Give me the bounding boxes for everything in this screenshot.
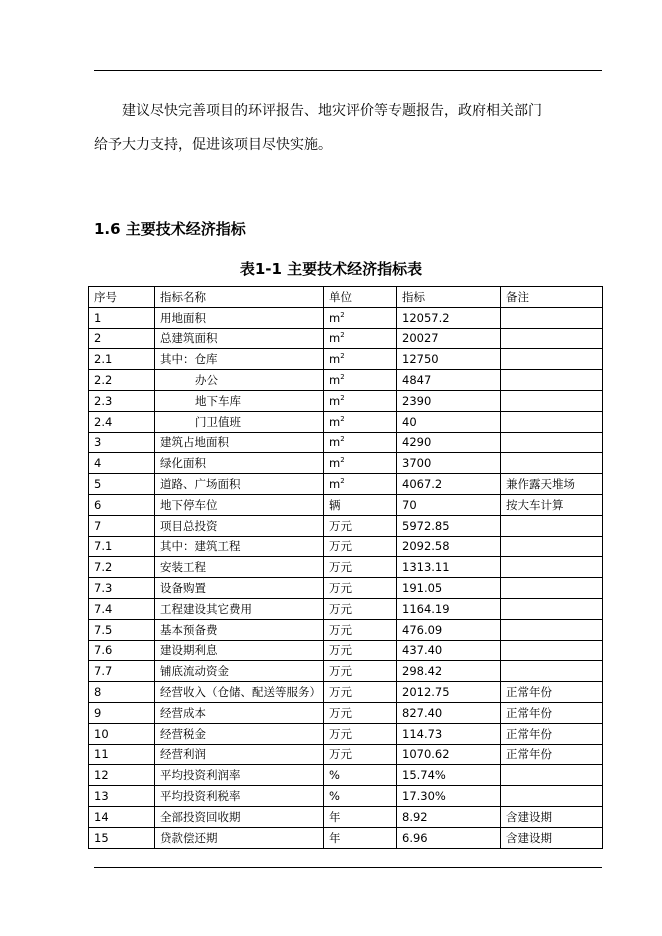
row-value: 8.92 — [397, 806, 501, 827]
row-no: 2 — [89, 328, 155, 349]
table-row — [89, 744, 603, 765]
indicator-table — [88, 286, 603, 849]
superscript: 2 — [340, 331, 345, 340]
row-name: 用地面积 — [155, 307, 324, 328]
row-no: 9 — [89, 702, 155, 723]
row-name: 经营收入（仓储、配送等服务） — [155, 682, 324, 703]
row-name: 平均投资利润率 — [155, 765, 324, 786]
row-value: 2092.58 — [397, 536, 501, 557]
row-no: 7.5 — [89, 619, 155, 640]
row-name: 其中：建筑工程 — [155, 536, 324, 557]
row-unit: 万元 — [324, 598, 397, 619]
row-unit: 万元 — [324, 557, 397, 578]
row-value: 476.09 — [397, 619, 501, 640]
row-no: 7.3 — [89, 578, 155, 599]
row-no: 15 — [89, 827, 155, 848]
row-name: 安装工程 — [155, 557, 324, 578]
row-unit: 辆 — [324, 494, 397, 515]
row-no: 4 — [89, 453, 155, 474]
row-no: 11 — [89, 744, 155, 765]
row-name: 全部投资回收期 — [155, 806, 324, 827]
row-note — [501, 349, 603, 370]
row-value: 15.74% — [397, 765, 501, 786]
row-no: 10 — [89, 723, 155, 744]
row-unit: $m^2$ — [324, 390, 397, 411]
row-unit: $m^2$ — [324, 453, 397, 474]
row-note: 正常年份 — [501, 682, 603, 703]
row-no: 7 — [89, 515, 155, 536]
table-row — [89, 786, 603, 807]
table-row — [89, 765, 603, 786]
row-name: 其中：仓库 — [155, 349, 324, 370]
table-row — [89, 702, 603, 723]
superscript: 2 — [340, 352, 345, 361]
row-unit: $m^2$ — [324, 474, 397, 495]
row-value: 827.40 — [397, 702, 501, 723]
row-name: 道路、广场面积 — [155, 474, 324, 495]
table-row — [89, 536, 603, 557]
row-no: 2.1 — [89, 349, 155, 370]
row-value: 2390 — [397, 390, 501, 411]
row-note — [501, 557, 603, 578]
header-no: 序号 — [89, 287, 155, 308]
row-value: 12750 — [397, 349, 501, 370]
row-unit: $m^2$ — [324, 328, 397, 349]
row-note: 按大车计算 — [501, 494, 603, 515]
row-name: 经营税金 — [155, 723, 324, 744]
table-row — [89, 411, 603, 432]
table-row — [89, 682, 603, 703]
row-value: 12057.2 — [397, 307, 501, 328]
paragraph-line-1: 建议尽快完善项目的环评报告、地灾评价等专题报告，政府相关部门 — [122, 103, 542, 119]
row-unit: $m^2$ — [324, 349, 397, 370]
row-note — [501, 578, 603, 599]
table-row — [89, 494, 603, 515]
row-note — [501, 328, 603, 349]
row-unit: 万元 — [324, 702, 397, 723]
row-note: 正常年份 — [501, 723, 603, 744]
table-row — [89, 390, 603, 411]
row-value: 4847 — [397, 370, 501, 391]
row-note — [501, 640, 603, 661]
table-header-row — [89, 287, 603, 308]
row-value: 20027 — [397, 328, 501, 349]
row-note — [501, 765, 603, 786]
table-row — [89, 453, 603, 474]
row-unit: 万元 — [324, 536, 397, 557]
header-value: 指标 — [397, 287, 501, 308]
row-no: 7.6 — [89, 640, 155, 661]
row-unit: $m^2$ — [324, 370, 397, 391]
row-no: 12 — [89, 765, 155, 786]
table-row — [89, 515, 603, 536]
superscript: 2 — [340, 394, 345, 403]
row-no: 2.4 — [89, 411, 155, 432]
superscript: 2 — [340, 477, 345, 486]
table-row — [89, 640, 603, 661]
row-note — [501, 536, 603, 557]
table-row — [89, 307, 603, 328]
row-no: 5 — [89, 474, 155, 495]
row-unit: 年 — [324, 806, 397, 827]
row-note — [501, 453, 603, 474]
superscript: 2 — [340, 414, 345, 423]
row-note: 正常年份 — [501, 702, 603, 723]
body-paragraph — [94, 94, 602, 162]
row-name: 项目总投资 — [155, 515, 324, 536]
table-row — [89, 723, 603, 744]
row-name: 门卫值班 — [155, 411, 324, 432]
superscript: 2 — [340, 456, 345, 465]
row-no: 13 — [89, 786, 155, 807]
row-no: 14 — [89, 806, 155, 827]
row-value: 191.05 — [397, 578, 501, 599]
row-note — [501, 515, 603, 536]
row-name: 地下车库 — [155, 390, 324, 411]
row-value: 114.73 — [397, 723, 501, 744]
header-rule — [94, 70, 602, 71]
row-value: 298.42 — [397, 661, 501, 682]
footer-rule — [94, 867, 602, 868]
table-row — [89, 349, 603, 370]
table-row — [89, 661, 603, 682]
row-note — [501, 390, 603, 411]
row-value: 4067.2 — [397, 474, 501, 495]
row-no: 1 — [89, 307, 155, 328]
table-row — [89, 328, 603, 349]
row-unit: % — [324, 786, 397, 807]
row-name: 设备购置 — [155, 578, 324, 599]
row-name: 办公 — [155, 370, 324, 391]
row-value: 3700 — [397, 453, 501, 474]
superscript: 2 — [340, 310, 345, 319]
table-row — [89, 432, 603, 453]
row-unit: $m^2$ — [324, 411, 397, 432]
row-unit: $m^2$ — [324, 432, 397, 453]
row-name: 工程建设其它费用 — [155, 598, 324, 619]
row-name: 建筑占地面积 — [155, 432, 324, 453]
row-note: 含建设期 — [501, 806, 603, 827]
row-unit: $m^2$ — [324, 307, 397, 328]
row-value: 17.30% — [397, 786, 501, 807]
table-caption: 表1-1 主要技术经济指标表 — [239, 260, 423, 278]
row-no: 2.3 — [89, 390, 155, 411]
row-note — [501, 411, 603, 432]
row-name: 总建筑面积 — [155, 328, 324, 349]
header-note: 备注 — [501, 287, 603, 308]
row-no: 3 — [89, 432, 155, 453]
row-note: 含建设期 — [501, 827, 603, 848]
row-name: 地下停车位 — [155, 494, 324, 515]
row-value: 70 — [397, 494, 501, 515]
row-value: 437.40 — [397, 640, 501, 661]
paragraph-line-2: 给予大力支持，促进该项目尽快实施。 — [94, 137, 332, 153]
table-row — [89, 578, 603, 599]
row-note — [501, 598, 603, 619]
row-note — [501, 661, 603, 682]
table-row — [89, 806, 603, 827]
row-no: 6 — [89, 494, 155, 515]
row-no: 7.2 — [89, 557, 155, 578]
row-no: 7.7 — [89, 661, 155, 682]
row-name: 绿化面积 — [155, 453, 324, 474]
row-name: 经营成本 — [155, 702, 324, 723]
section-title: 1.6 主要技术经济指标 — [94, 220, 246, 238]
row-note — [501, 370, 603, 391]
row-value: 2012.75 — [397, 682, 501, 703]
row-unit: 万元 — [324, 723, 397, 744]
table-row — [89, 370, 603, 391]
row-unit: 万元 — [324, 515, 397, 536]
row-name: 贷款偿还期 — [155, 827, 324, 848]
row-note — [501, 786, 603, 807]
row-name: 经营利润 — [155, 744, 324, 765]
header-name: 指标名称 — [155, 287, 324, 308]
superscript: 2 — [340, 435, 345, 444]
row-name: 平均投资利税率 — [155, 786, 324, 807]
row-value: 4290 — [397, 432, 501, 453]
table-row — [89, 619, 603, 640]
row-name: 铺底流动资金 — [155, 661, 324, 682]
row-no: 2.2 — [89, 370, 155, 391]
table-row — [89, 474, 603, 495]
row-unit: 万元 — [324, 744, 397, 765]
table-row — [89, 598, 603, 619]
row-unit: 万元 — [324, 619, 397, 640]
superscript: 2 — [340, 373, 345, 382]
header-unit: 单位 — [324, 287, 397, 308]
row-no: 7.4 — [89, 598, 155, 619]
row-unit: 万元 — [324, 661, 397, 682]
table-row — [89, 827, 603, 848]
row-note: 兼作露天堆场 — [501, 474, 603, 495]
row-note — [501, 432, 603, 453]
table-row — [89, 557, 603, 578]
row-value: 40 — [397, 411, 501, 432]
row-no: 8 — [89, 682, 155, 703]
row-name: 基本预备费 — [155, 619, 324, 640]
row-value: 5972.85 — [397, 515, 501, 536]
row-note: 正常年份 — [501, 744, 603, 765]
row-value: 6.96 — [397, 827, 501, 848]
row-value: 1313.11 — [397, 557, 501, 578]
row-note — [501, 307, 603, 328]
row-unit: 万元 — [324, 640, 397, 661]
row-unit: 万元 — [324, 578, 397, 599]
row-value: 1164.19 — [397, 598, 501, 619]
row-name: 建设期利息 — [155, 640, 324, 661]
row-unit: % — [324, 765, 397, 786]
row-unit: 万元 — [324, 682, 397, 703]
row-value: 1070.62 — [397, 744, 501, 765]
row-unit: 年 — [324, 827, 397, 848]
row-note — [501, 619, 603, 640]
row-no: 7.1 — [89, 536, 155, 557]
